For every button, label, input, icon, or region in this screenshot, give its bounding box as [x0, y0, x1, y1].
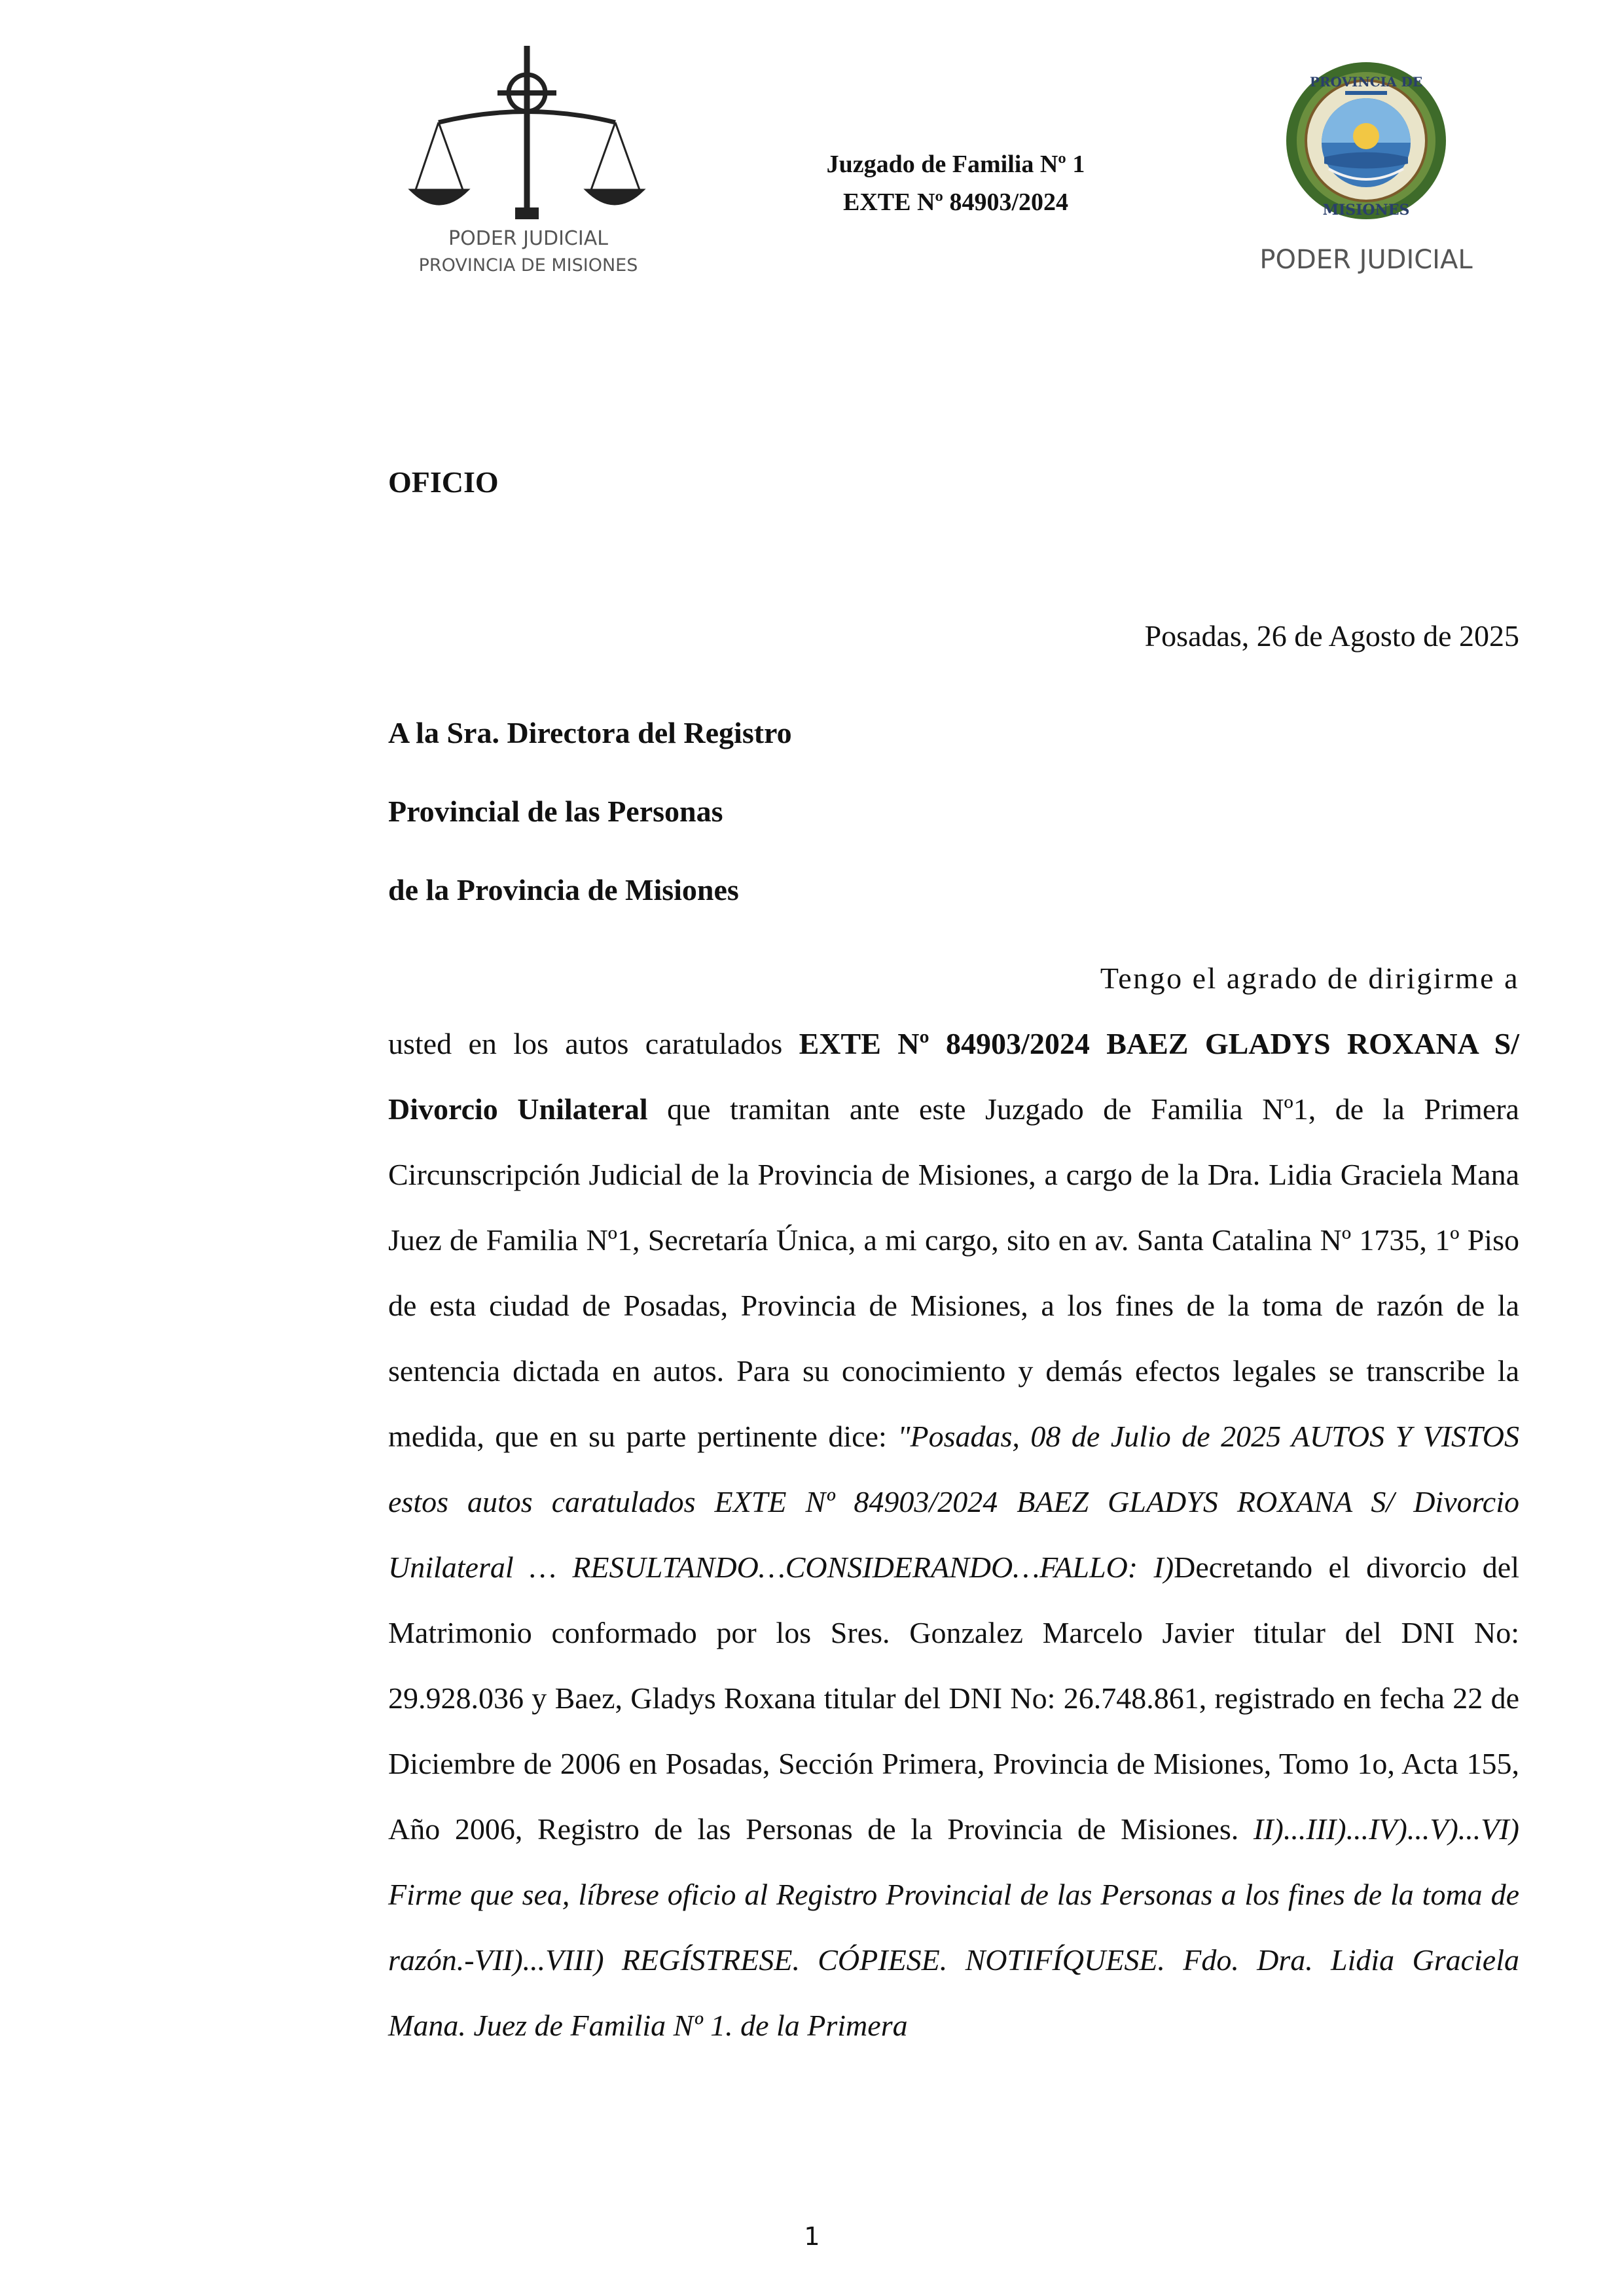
- case-number: EXTE Nº 84903/2024: [842, 188, 1069, 216]
- opening-line: Tengo el agrado de dirigirme a: [1100, 961, 1519, 995]
- poder-judicial-scales-logo: [403, 41, 671, 284]
- scales-icon: [410, 46, 643, 219]
- addressee-line: Provincial de las Personas: [388, 795, 723, 828]
- seal-icon: [1286, 62, 1446, 219]
- addressee-line: de la Provincia de Misiones: [388, 873, 739, 906]
- logo-right-caption: PODER JUDICIAL: [1259, 245, 1473, 275]
- court-name: Juzgado de Familia Nº 1: [826, 151, 1085, 178]
- page-number: 1: [804, 2222, 820, 2251]
- seal-text-top: PROVINCIA DE: [1309, 74, 1423, 90]
- logo-left-line-1: PODER JUDICIAL: [448, 227, 608, 250]
- body-text-intro: usted en los autos caratulados: [388, 1027, 799, 1060]
- ruling-quote-closing: II)...III)...IV)...V)...VI) Firme que sea, líbrese oficio al Registro Provincial de las Personas a los fines de la toma de razón.-VII)...VIII) REGÍSTRESE. CÓPIESE. NOTIFÍQUESE. Fdo. Dra. Lidia Graciela Mana. Juez de Familia Nº 1. de la Primera: [388, 1812, 1519, 2042]
- case-caption: EXTE Nº 84903/2024 BAEZ GLADYS ROXANA S/ Divorcio Unilateral: [388, 1027, 1519, 1126]
- logo-left-line-2: PROVINCIA DE MISIONES: [418, 255, 638, 276]
- body-text-court: que tramitan ante este Juzgado de Familia Nº1, de la Primera Circunscripción Judicial de la Provincia de Misiones, a cargo de la Dra. Lidia Graciela Mana Juez de Familia Nº1, Secretaría Única, a mi cargo, sito en av. Santa Catalina Nº 1735, 1º Piso de esta ciudad de Posadas, Provincia de Misiones, a los fines de la toma de razón de la sentencia dictada en autos. Para su conocimiento y demás efectos legales se transcribe la medida, que en su parte pertinente dice:: [388, 1092, 1519, 1453]
- ruling-quote-heading: "Posadas, 08 de Julio de 2025 AUTOS Y VISTOS estos autos caratulados EXTE Nº 84903/2024 BAEZ GLADYS ROXANA S/ Divorcio Unilateral … RESULTANDO…CONSIDERANDO…FALLO: I): [388, 1420, 1519, 1584]
- addressee-block: [388, 694, 792, 929]
- document-date: Posadas, 26 de Agosto de 2025: [1144, 619, 1519, 653]
- document-title: OFICIO: [388, 465, 499, 499]
- misiones-province-seal-logo: [1247, 59, 1496, 281]
- body-paragraph: [388, 1011, 1519, 2058]
- court-header: [746, 145, 1165, 221]
- letter-body: [388, 946, 1519, 2058]
- seal-text-bottom: MISIONES: [1322, 202, 1410, 219]
- ruling-decree: Decretando el divorcio del Matrimonio conformado por los Sres. Gonzalez Marcelo Javier titular del DNI No: 29.928.036 y Baez, Gladys Roxana titular del DNI No: 26.748.861, registrado en fecha 22 de Diciembre de 2006 en Posadas, Sección Primera, Provincia de Misiones, Tomo 1o, Acta 155, Año 2006, Registro de las Personas de la Provincia de Misiones.: [388, 1551, 1519, 1846]
- addressee-line: A la Sra. Directora del Registro: [388, 716, 792, 749]
